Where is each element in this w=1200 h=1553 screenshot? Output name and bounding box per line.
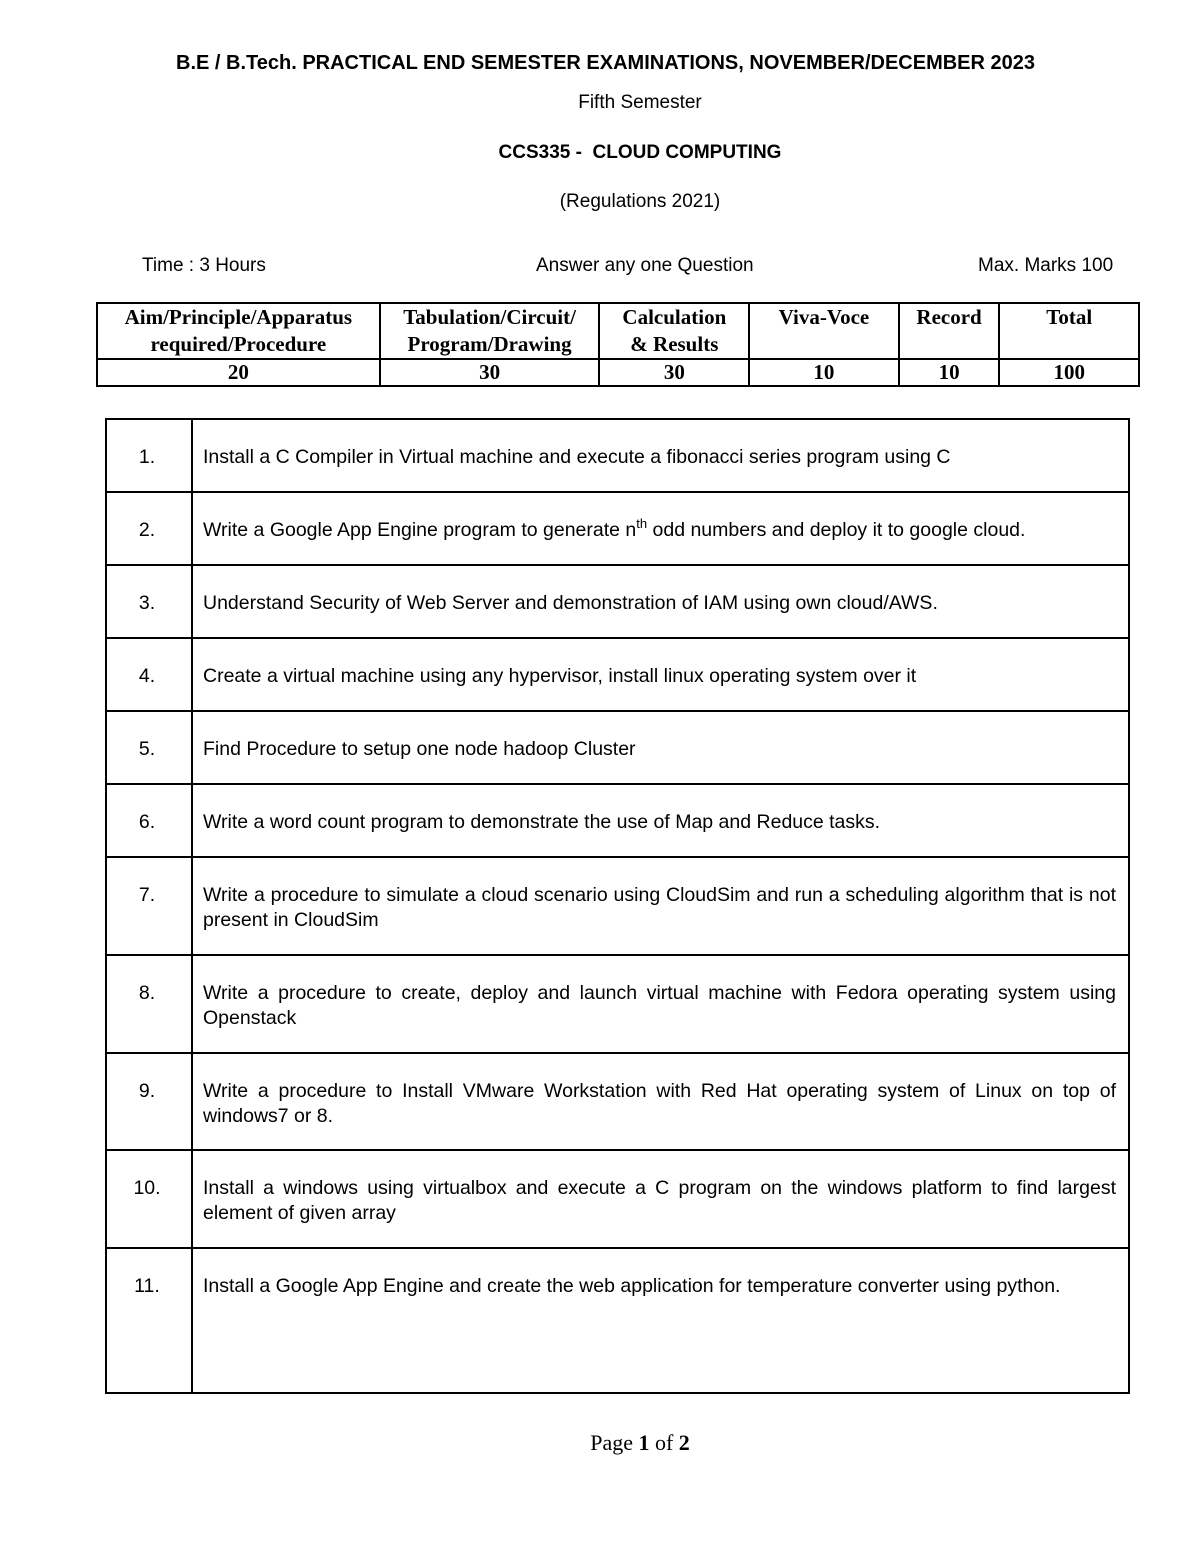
question-row [106,857,1129,955]
question-row [106,419,1129,492]
question-row [106,784,1129,857]
marks-values-row [97,359,1139,386]
question-text: Write a word count program to demonstrate the use of Map and Reduce tasks. [192,784,1129,857]
question-row [106,711,1129,784]
current-page-number: 1 [638,1430,650,1455]
marks-header-cell: Viva-Voce [749,303,898,359]
question-number: 6. [106,784,192,857]
question-text: Install a windows using virtualbox and execute a C program on the windows platform to find largest element of given array [192,1150,1129,1248]
marks-value-cell: 20 [97,359,380,386]
question-text: Find Procedure to setup one node hadoop Cluster [192,711,1129,784]
question-row [106,1248,1129,1393]
exam-instruction: Answer any one Question [536,255,754,276]
question-text: Write a procedure to simulate a cloud scenario using CloudSim and run a scheduling algorithm that is not present in CloudSim [192,857,1129,955]
question-row [106,638,1129,711]
question-text: Write a procedure to Install VMware Workstation with Red Hat operating system of Linux on top of windows7 or 8. [192,1053,1129,1150]
question-number: 3. [106,565,192,638]
question-text: Write a Google App Engine program to generate $n^{th}$ odd numbers and deploy it to google cloud. [192,492,1129,565]
question-row [106,565,1129,638]
question-row [106,492,1129,565]
marks-header-row [97,303,1139,359]
course-title: CCS335 - CLOUD COMPUTING [498,142,782,163]
of-label: of [654,1430,674,1455]
marks-distribution-table [96,302,1140,387]
question-row [106,955,1129,1053]
question-number: 10. [106,1150,192,1248]
page-label: Page [590,1430,633,1455]
question-text: Understand Security of Web Server and demonstration of IAM using own cloud/AWS. [192,565,1129,638]
question-text: Install a C Compiler in Virtual machine and execute a fibonacci series program using C [192,419,1129,492]
marks-value-cell: 10 [899,359,1000,386]
questions-table [105,418,1130,1394]
exam-title: B.E / B.Tech. PRACTICAL END SEMESTER EXAMINATIONS, NOVEMBER/DECEMBER 2023 [176,52,1036,74]
marks-header-cell: Aim/Principle/Apparatus required/Procedure [97,303,380,359]
question-number: 7. [106,857,192,955]
marks-header-cell: Tabulation/Circuit/ Program/Drawing [380,303,600,359]
marks-header-cell: Total [999,303,1139,359]
question-number: 11. [106,1248,192,1393]
marks-value-cell: 30 [599,359,749,386]
marks-value-cell: 30 [380,359,600,386]
question-number: 4. [106,638,192,711]
question-number: 9. [106,1053,192,1150]
question-number: 8. [106,955,192,1053]
marks-value-cell: 100 [999,359,1139,386]
regulations-label: (Regulations 2021) [559,191,721,212]
question-text: Create a virtual machine using any hypervisor, install linux operating system over it [192,638,1129,711]
question-number: 5. [106,711,192,784]
page-footer [0,1430,1200,1456]
question-row [106,1150,1129,1248]
question-text: Install a Google App Engine and create the web application for temperature converter using python. [192,1248,1129,1393]
question-number: 2. [106,492,192,565]
exam-duration: Time : 3 Hours [142,255,266,276]
semester-label: Fifth Semester [578,92,702,113]
question-row [106,1053,1129,1150]
question-number: 1. [106,419,192,492]
marks-header-cell: Record [899,303,1000,359]
question-text: Write a procedure to create, deploy and launch virtual machine with Fedora operating system using Openstack [192,955,1129,1053]
max-marks: Max. Marks 100 [978,255,1114,276]
total-pages-number: 2 [678,1430,690,1455]
marks-header-cell: Calculation & Results [599,303,749,359]
marks-value-cell: 10 [749,359,898,386]
